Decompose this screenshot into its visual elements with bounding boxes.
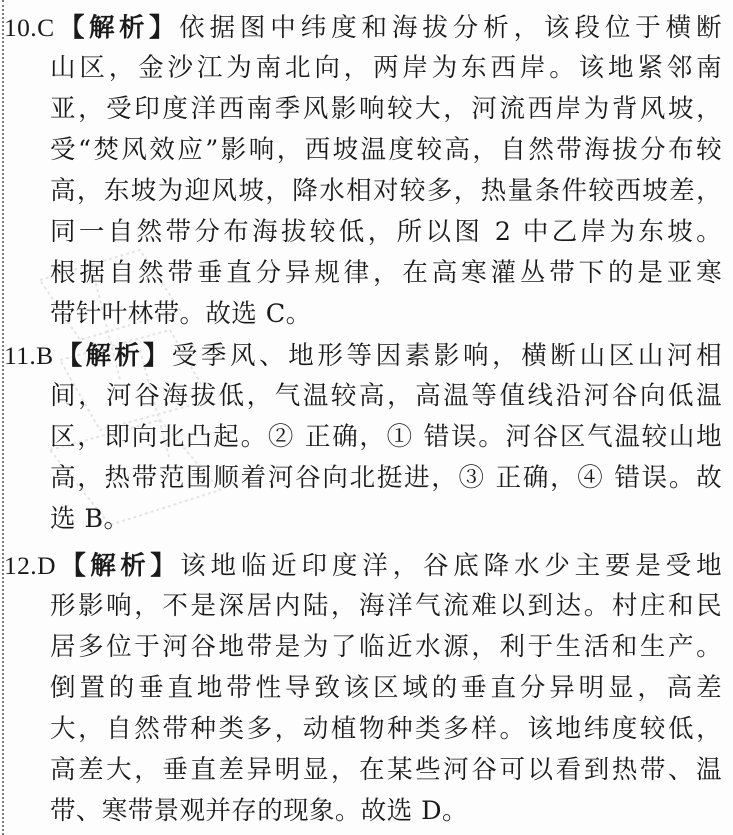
entry-text: 该地临近印度洋，谷底降水少主要是受地 bbox=[180, 551, 722, 581]
entry-line: 大，自然带种类多，动植物种类多样。该地纬度较低， bbox=[50, 714, 722, 744]
question-number: 11.B bbox=[4, 341, 54, 370]
entry-line: 带、寒带景观并存的现象。故选 D。 bbox=[50, 796, 468, 826]
entry-line: 受“焚风效应”影响，西坡温度较高，自然带海拔分布较 bbox=[50, 135, 722, 165]
question-number: 12.D bbox=[4, 551, 56, 580]
entry-line: 高，热带范围顺着河谷向北挺进，③ 正确，④ 错误。故 bbox=[50, 463, 722, 493]
entry-line: 山区，金沙江为南北向，两岸为东西岸。该地紧邻南 bbox=[50, 53, 722, 83]
entry-text: 依据图中纬度和海拔分析，该段位于横断 bbox=[179, 13, 722, 43]
entry-line bbox=[4, 335, 726, 376]
answer-entry-12 bbox=[4, 545, 726, 832]
entry-line: 同一自然带分布海拔较低，所以图 2 中乙岸为东坡。 bbox=[50, 217, 722, 247]
entry-line bbox=[4, 545, 726, 586]
entry-line: 选 B。 bbox=[50, 504, 130, 534]
entry-line: 形影响，不是深居内陆，海洋气流难以到达。村庄和民 bbox=[50, 591, 722, 621]
analysis-label: 【解析】 bbox=[53, 341, 172, 371]
entry-line: 倒置的垂直地带性导致该区域的垂直分异明显，高差 bbox=[50, 673, 722, 703]
entry-line: 间，河谷海拔低，气温较高，高温等值线沿河谷向低温 bbox=[50, 381, 722, 411]
entry-line: 带针叶林带。故选 C。 bbox=[50, 299, 312, 329]
entry-line: 区，即向北凸起。② 正确，① 错误。河谷区气温较山地 bbox=[50, 422, 722, 452]
analysis-label: 【解析】 bbox=[54, 13, 180, 43]
answer-entry-10 bbox=[4, 7, 726, 335]
entry-line: 高，东坡为迎风坡，降水相对较多，热量条件较西坡差， bbox=[50, 176, 722, 206]
entry-text: 受季风、地形等因素影响，横断山区山河相 bbox=[171, 341, 722, 371]
entry-line: 亚，受印度洋西南季风影响较大，河流西岸为背风坡， bbox=[50, 94, 722, 124]
analysis-label: 【解析】 bbox=[55, 551, 181, 581]
answer-entry-11 bbox=[4, 335, 726, 540]
entry-line bbox=[4, 7, 726, 48]
entry-line: 高差大，垂直差异明显，在某些河谷可以看到热带、温 bbox=[50, 755, 722, 785]
entry-line: 根据自然带垂直分异规律，在高寒灌丛带下的是亚寒 bbox=[50, 258, 722, 288]
question-number: 10.C bbox=[4, 13, 55, 42]
entry-line: 居多位于河谷地带是为了临近水源，利于生活和生产。 bbox=[50, 632, 722, 662]
